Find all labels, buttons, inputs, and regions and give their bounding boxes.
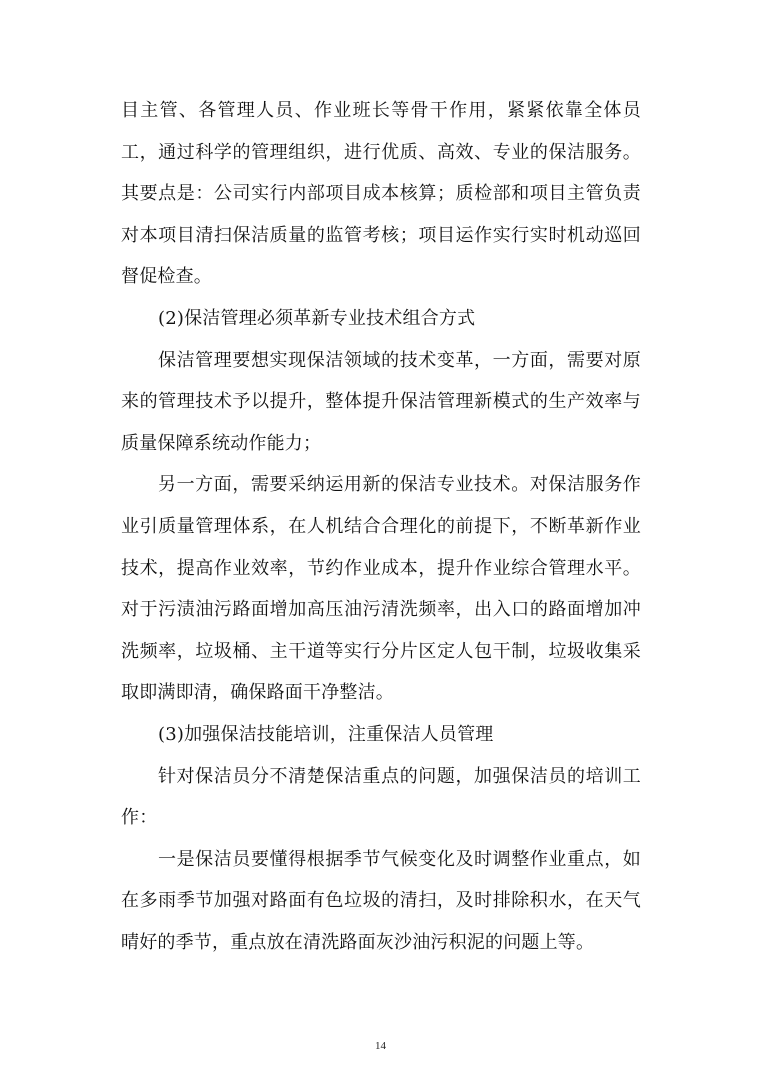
heading-skills-training: (3)加强保洁技能培训，注重保洁人员管理 [158,723,494,745]
heading-technology-combination: (2)保洁管理必须革新专业技术组合方式 [158,307,476,329]
paragraph-training-intro: 针对保洁员分不清楚保洁重点的问题，加强保洁员的培训工作： [121,765,641,829]
paragraph-technology-reform: 保洁管理要想实现保洁领域的技术变革，一方面，需要对原来的管理技术予以提升，整体提升保洁管理新模式的生产效率与质量保障系统动作能力； [121,349,641,454]
paragraph-seasonal-adjustment: 一是保洁员要懂得根据季节气候变化及时调整作业重点，如在多雨季节加强对路面有色垃圾的清扫，及时排除积水，在天气晴好的季节，重点放在清洗路面灰沙油污积泥的问题上等。 [121,848,641,953]
paragraph-new-techniques: 另一方面，需要采纳运用新的保洁专业技术。对保洁服务作业引质量管理体系，在人机结合合理化的前提下，不断革新作业技术，提高作业效率，节约作业成本，提升作业综合管理水平。对于污渍油污路面增加高压油污清洗频率，出入口的路面增加冲洗频率，垃圾桶、主干道等实行分片区定人包干制，垃圾收集采取即满即清，确保路面干净整洁。 [121,474,641,704]
body-text [121,90,641,963]
paragraph-project-management: 目主管、各管理人员、作业班长等骨干作用，紧紧依靠全体员工，通过科学的管理组织，进行优质、高效、专业的保洁服务。其要点是：公司实行内部项目成本核算；质检部和项目主管负责对本项目清扫保洁质量的监管考核；项目运作实行实时机动巡回督促检查。 [121,100,641,288]
page-number: 14 [375,1040,386,1052]
